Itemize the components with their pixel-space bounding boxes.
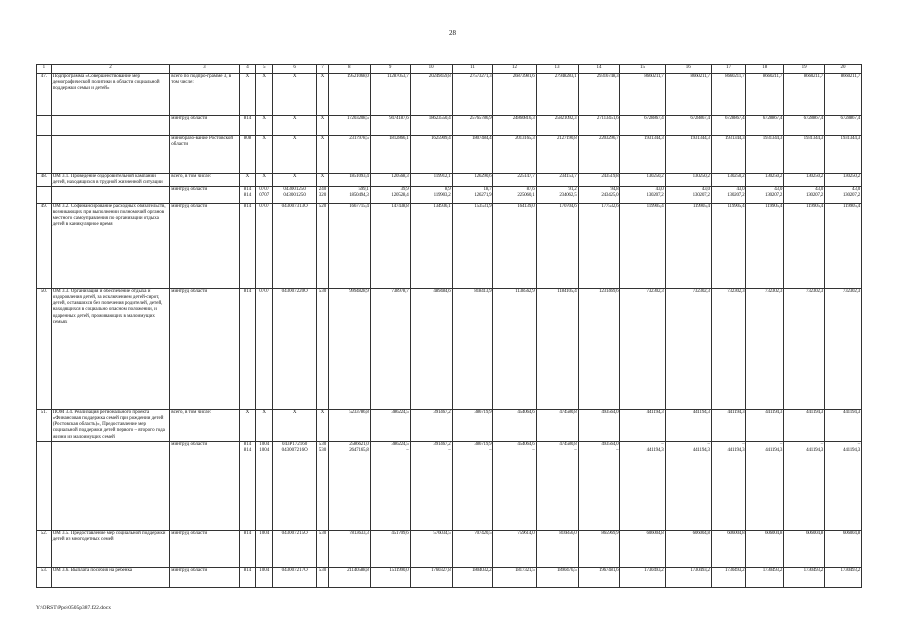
value-cell: 8660211,7 [825, 74, 862, 116]
table-row [37, 410, 862, 441]
column-number: 13 [536, 65, 578, 74]
column-number: 14 [578, 65, 620, 74]
column-number: 19 [784, 65, 825, 74]
row-number-cell: 52. [37, 530, 52, 567]
value-cell: 120568,3 [370, 174, 410, 187]
value-cell: X [256, 410, 273, 441]
value-cell: X [317, 74, 329, 116]
value-cell: X [256, 174, 273, 187]
value-cell: 8,9 119903,2 [410, 187, 452, 204]
value-cell: 759614,0 [493, 530, 536, 567]
value-cell: 606004,8 [620, 530, 665, 567]
value-cell: 493564,0 [578, 410, 620, 441]
value-cell: 240 320 [317, 187, 329, 204]
measure-name-cell: ОМ 3.6. Выплата пособия на ребенка [51, 567, 170, 587]
column-number: 16 [665, 65, 711, 74]
table-row [37, 187, 862, 204]
value-cell: 441194,3 [711, 410, 746, 441]
value-cell: 043007313О [273, 204, 317, 289]
value-cell: 454064,6 – [493, 441, 536, 530]
value-cell: 119912,1 [410, 174, 452, 187]
value-cell: 1760327,8 [410, 567, 452, 587]
value-cell: 814 [239, 530, 256, 567]
executor-cell: минтруд области [170, 289, 239, 410]
table-row [37, 530, 862, 567]
value-cell: 18,7 126271,9 [452, 187, 493, 204]
value-cell: 043001250 043001250 [273, 187, 317, 204]
column-number: 5 [256, 65, 273, 74]
measure-name-cell: ОМ 3.1. Проведение оздоровительной кампании детей, находящихся в трудной жизненной ситуации [51, 174, 170, 187]
value-cell: 732302,3 [784, 289, 825, 410]
value-cell: 493564,0 – [578, 441, 620, 530]
value-cell: 24860816,3 [493, 116, 536, 136]
column-number: 8 [328, 65, 370, 74]
value-cell: 119905,4 [620, 204, 665, 289]
value-cell: 732302,3 [665, 289, 711, 410]
value-cell: 1667715,4 [328, 204, 370, 289]
value-cell: 441194,3 [825, 410, 862, 441]
value-cell: 130250,2 [711, 174, 746, 187]
value-cell: 130250,2 [746, 174, 784, 187]
value-cell: 1138562,9 [493, 289, 536, 410]
row-number-cell [37, 441, 52, 530]
value-cell: 130250,2 [784, 174, 825, 187]
value-cell: 441194,3 [665, 410, 711, 441]
measure-name-cell [51, 441, 170, 530]
value-cell: 130250,2 [665, 174, 711, 187]
value-cell: 39,9 120528,4 [370, 187, 410, 204]
value-cell: 1851093,4 [328, 174, 370, 187]
value-cell: 520 [317, 204, 329, 289]
value-cell: 2127190,8 [536, 136, 578, 174]
value-cell: 0707 [256, 204, 273, 289]
value-cell: 2586621,0 2647165,8 [328, 441, 370, 530]
value-cell: 9994828,9 [328, 289, 370, 410]
column-number: 20 [825, 65, 862, 74]
measure-name-cell: ОМ 3.5. Предоставление мер социальной поддержки детей из многодетных семей [51, 530, 170, 567]
value-cell: 94,8 243425,0 [578, 187, 620, 204]
table-row [37, 136, 862, 174]
value-cell: 1730493,2 [784, 567, 825, 587]
value-cell: 130250,2 [825, 174, 862, 187]
measure-name-cell: ПОМ 3.4. Реализация регионального проекта «Финансовая поддержка семей при рождении детей (Ростовская область)», Предоставление мер социальной поддержки детей первого – второго года жизни из малоимущих семей [51, 410, 170, 441]
value-cell: 6728867,4 [825, 116, 862, 136]
value-cell: 814 814 [239, 441, 256, 530]
value-cell: 732302,3 [825, 289, 862, 410]
value-cell: 1004 [256, 567, 273, 587]
value-cell: 119905,4 [784, 204, 825, 289]
value-cell: 814 [239, 116, 256, 136]
value-cell: X [239, 74, 256, 116]
value-cell: 732302,3 [711, 289, 746, 410]
value-cell: 1931344,3 [746, 136, 784, 174]
value-cell: X [273, 74, 317, 116]
executor-cell: минобразо-вание Ростовской области [170, 136, 239, 174]
value-cell: 6728867,4 [620, 116, 665, 136]
value-cell: 43,0 130207,2 [784, 187, 825, 204]
value-cell: 43,0 130207,2 [711, 187, 746, 204]
value-cell: 576034,5 [410, 530, 452, 567]
value-cell: 386719,9 [452, 410, 493, 441]
column-number: 10 [410, 65, 452, 74]
value-cell: X [273, 174, 317, 187]
value-cell: 43,0 130207,2 [825, 187, 862, 204]
row-number-cell: 53. [37, 567, 52, 587]
value-cell: 738978,7 [370, 289, 410, 410]
value-cell: 119905,4 [665, 204, 711, 289]
table-row [37, 567, 862, 587]
value-cell: 6728867,4 [746, 116, 784, 136]
value-cell: 474580,8 – [536, 441, 578, 530]
value-cell: 17203208,5 [328, 116, 370, 136]
value-cell: 1625909,4 [410, 136, 452, 174]
value-cell: 1511990,0 [370, 567, 410, 587]
value-cell: 6728867,4 [711, 116, 746, 136]
value-cell: 1804032,2 [452, 567, 493, 587]
value-cell: 732302,3 [746, 289, 784, 410]
value-cell: 530 [317, 530, 329, 567]
column-number: 3 [170, 65, 239, 74]
value-cell: 599,1 1850494,3 [328, 187, 370, 204]
value-cell: 1967481,6 [578, 567, 620, 587]
column-number: 2 [51, 65, 170, 74]
value-cell: X [273, 410, 317, 441]
value-cell: 8660211,7 [784, 74, 825, 116]
value-cell: 18623550,4 [410, 116, 452, 136]
value-cell: 043007215О [273, 530, 317, 567]
measure-name-cell [51, 116, 170, 136]
measure-name-cell [51, 136, 170, 174]
value-cell: – 441194,3 [784, 441, 825, 530]
row-number-cell [37, 136, 52, 174]
table-row [37, 74, 862, 116]
row-number-cell [37, 116, 52, 136]
value-cell: 391467,2 – [410, 441, 452, 530]
measure-name-cell: Подпрограмма «Совершенствование мер демографической политики в области социальной поддержки семьи и детей» [51, 74, 170, 116]
budget-table [36, 64, 862, 588]
value-cell: 386224,5 – [370, 441, 410, 530]
value-cell: 8660211,7 [746, 74, 784, 116]
value-cell: 606004,8 [784, 530, 825, 567]
column-number: 9 [370, 65, 410, 74]
value-cell: 606004,8 [746, 530, 784, 567]
value-cell: 6728867,4 [784, 116, 825, 136]
row-number-cell: 51. [37, 410, 52, 441]
value-cell: 1807484,4 [452, 136, 493, 174]
value-cell: 20249459,8 [410, 74, 452, 116]
value-cell: 7813633,3 [328, 530, 370, 567]
row-number-cell: 49. [37, 204, 52, 289]
measure-name-cell: ОМ 3.3. Организация и обеспечение отдыха и оздоровления детей, за исключением детей-сирот, детей, оставшихся без попечения родителей, детей, находящихся в социально опасном положении, и одаренных детей, проживающих в малоимущих семьях [51, 289, 170, 410]
value-cell: 1730493,2 [825, 567, 862, 587]
value-cell: 130250,2 [620, 174, 665, 187]
value-cell: – 441194,3 [825, 441, 862, 530]
row-number-cell: 47. [37, 74, 52, 116]
value-cell: X [256, 136, 273, 174]
value-cell: X [317, 174, 329, 187]
value-cell: X [239, 174, 256, 187]
value-cell: 1231469,6 [578, 289, 620, 410]
column-number: 17 [711, 65, 746, 74]
value-cell: 451709,6 [370, 530, 410, 567]
value-cell: 119905,4 [711, 204, 746, 289]
value-cell: 391467,2 [410, 410, 452, 441]
value-cell: 11287053,7 [370, 74, 410, 116]
value-cell: 1931344,3 [711, 136, 746, 174]
value-cell: 043007220О [273, 289, 317, 410]
column-number: 18 [746, 65, 784, 74]
value-cell: 29316748,3 [578, 74, 620, 116]
value-cell: 19521068,0 [328, 74, 370, 116]
value-cell: 1931344,3 [620, 136, 665, 174]
value-cell: X [256, 74, 273, 116]
value-cell: 707420,5 [452, 530, 493, 567]
column-number: 6 [273, 65, 317, 74]
value-cell: 606004,8 [711, 530, 746, 567]
executor-cell: всего, в том числе: [170, 410, 239, 441]
value-cell: 2317978,5 [328, 136, 370, 174]
value-cell: 1730493,2 [620, 567, 665, 587]
value-cell: X [273, 116, 317, 136]
value-cell: 530 [317, 567, 329, 587]
executor-cell: минтруд области [170, 116, 239, 136]
value-cell: 386224,5 [370, 410, 410, 441]
value-cell: 153531,9 [452, 204, 493, 289]
value-cell: 1931344,3 [825, 136, 862, 174]
value-cell: X [273, 136, 317, 174]
value-cell: 043007217О [273, 567, 317, 587]
measure-name-cell [51, 187, 170, 204]
table-row [37, 116, 862, 136]
table-row [37, 289, 862, 410]
executor-cell: минтруд области [170, 204, 239, 289]
value-cell: 1890476,5 [536, 567, 578, 587]
value-cell: 1931344,3 [665, 136, 711, 174]
value-cell: X [239, 410, 256, 441]
value-cell: X [256, 116, 273, 136]
value-cell: 1931344,3 [784, 136, 825, 174]
value-cell: – 441194,3 [746, 441, 784, 530]
value-cell: 1730493,2 [665, 567, 711, 587]
value-cell: 606004,8 [665, 530, 711, 567]
value-cell: 816856,0 [536, 530, 578, 567]
value-cell: 43,0 130207,2 [620, 187, 665, 204]
value-cell: 25765786,9 [452, 116, 493, 136]
value-cell: 21140588,8 [328, 567, 370, 587]
row-number-cell: 48. [37, 174, 52, 187]
executor-cell: всего, в том числе: [170, 174, 239, 187]
table-row [37, 441, 862, 530]
value-cell: 530 [317, 289, 329, 410]
value-cell: 530 530 [317, 441, 329, 530]
value-cell: 814 [239, 204, 256, 289]
value-cell: 243519,8 [578, 174, 620, 187]
value-cell: 1004 1004 [256, 441, 273, 530]
measure-name-cell: ОМ 3.2. Софинансирование расходных обязательств, возникающих при выполнении полномочий органов местного самоуправления по организации отдыха детей в каникулярное время [51, 204, 170, 289]
value-cell: X [317, 410, 329, 441]
executor-cell: минтруд области [170, 530, 239, 567]
value-cell: 91,2 234062,5 [536, 187, 578, 204]
value-cell: 8660211,7 [620, 74, 665, 116]
value-cell: 1817321,5 [493, 567, 536, 587]
value-cell: 814 [239, 289, 256, 410]
row-number-cell: 50. [37, 289, 52, 410]
value-cell: 8660211,7 [665, 74, 711, 116]
column-number: 4 [239, 65, 256, 74]
value-cell: X [317, 136, 329, 174]
value-cell: – 441194,3 [620, 441, 665, 530]
value-cell: – 441194,3 [711, 441, 746, 530]
row-number-cell [37, 187, 52, 204]
value-cell: X [317, 116, 329, 136]
column-number-row [37, 65, 862, 74]
value-cell: 0707 0707 [256, 187, 273, 204]
executor-cell: минтруд области [170, 441, 239, 530]
value-cell: 170704,6 [536, 204, 578, 289]
value-cell: 43,0 130207,2 [746, 187, 784, 204]
value-cell: 43,0 130207,2 [665, 187, 711, 204]
value-cell: 441194,3 [620, 410, 665, 441]
value-cell: 606004,8 [825, 530, 862, 567]
value-cell: 6728867,4 [665, 116, 711, 136]
value-cell: 474580,8 [536, 410, 578, 441]
value-cell: 27113451,6 [578, 116, 620, 136]
value-cell: 147438,8 [370, 204, 410, 289]
value-cell: 27573271,3 [452, 74, 493, 116]
value-cell: 043P172160 043007216О [273, 441, 317, 530]
value-cell: 119905,4 [825, 204, 862, 289]
value-cell: 0707 [256, 289, 273, 410]
executor-cell: всего по подпро-грамме 3, в том числе: [170, 74, 239, 116]
value-cell: 8660211,7 [711, 74, 746, 116]
column-number: 1 [37, 65, 52, 74]
value-cell: 126290,6 [452, 174, 493, 187]
value-cell: – 441194,3 [665, 441, 711, 530]
value-cell: 818413,9 [452, 289, 493, 410]
executor-cell: минтруд области [170, 187, 239, 204]
footer-file-path: Y:\ORST\Ppo\0505p387.f22.docx [36, 605, 111, 611]
value-cell: 1730493,2 [746, 567, 784, 587]
value-cell: 1184105,4 [536, 289, 578, 410]
column-number: 12 [493, 65, 536, 74]
value-cell: 808 [239, 136, 256, 174]
value-cell: 234153,7 [536, 174, 578, 187]
executor-cell: минтруд области [170, 567, 239, 587]
table-row [37, 204, 862, 289]
value-cell: 441194,3 [784, 410, 825, 441]
value-cell: 489484,6 [410, 289, 452, 410]
value-cell: 5233786,8 [328, 410, 370, 441]
value-cell: 134936,1 [410, 204, 452, 289]
value-cell: 865969,9 [578, 530, 620, 567]
value-cell: 25821092,3 [536, 116, 578, 136]
value-cell: 177532,6 [578, 204, 620, 289]
value-cell: 814 814 [239, 187, 256, 204]
value-cell: 2203296,7 [578, 136, 620, 174]
value-cell: 2013165,3 [493, 136, 536, 174]
value-cell: 119905,4 [746, 204, 784, 289]
value-cell: 732302,3 [620, 289, 665, 410]
value-cell: 164139,0 [493, 204, 536, 289]
value-cell: 1730493,2 [711, 567, 746, 587]
table-row [37, 174, 862, 187]
column-number: 15 [620, 65, 665, 74]
value-cell: 1812866,1 [370, 136, 410, 174]
value-cell: 386719,9 – [452, 441, 493, 530]
column-number: 11 [452, 65, 493, 74]
value-cell: 27948283,1 [536, 74, 578, 116]
value-cell: 454064,6 [493, 410, 536, 441]
value-cell: 1004 [256, 530, 273, 567]
column-number: 7 [317, 65, 329, 74]
value-cell: 225147,7 [493, 174, 536, 187]
value-cell: 26873981,6 [493, 74, 536, 116]
value-cell: 814 [239, 567, 256, 587]
page-number: 28 [449, 29, 456, 37]
value-cell: 87,6 225060,1 [493, 187, 536, 204]
value-cell: 441194,3 [746, 410, 784, 441]
value-cell: 9474187,6 [370, 116, 410, 136]
